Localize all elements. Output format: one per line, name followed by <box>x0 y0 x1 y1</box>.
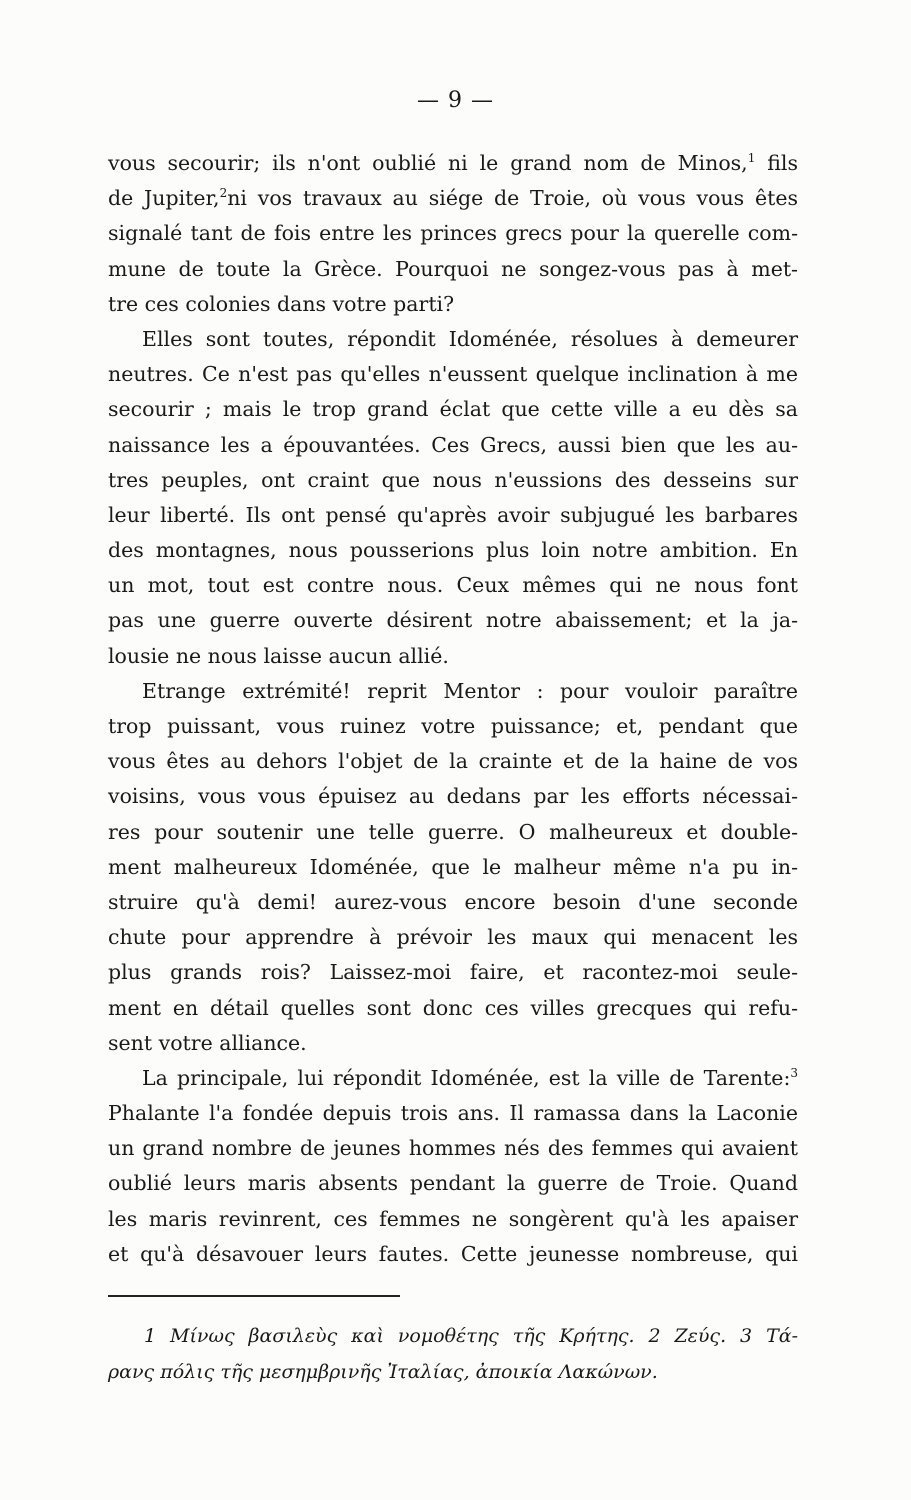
text-line-content: voisins, vous vous épuisez au dedans par les efforts nécessai- <box>108 784 798 809</box>
text-line-content: struire qu'à demi! aurez-vous encore besoin d'une seconde <box>108 889 798 914</box>
text-line <box>108 639 798 674</box>
text-line <box>108 357 798 392</box>
text-line <box>108 885 798 920</box>
text-line <box>108 779 798 814</box>
text-line-content: vous secourir; ils n'ont oublié ni le grand nom de Minos, <box>108 151 748 175</box>
text-line-content: neutres. Ce n'est pas qu'elles n'eussent quelque inclination à me <box>108 362 798 387</box>
text-line-content: ment malheureux Idoménée, que le malheur même n'a pu in- <box>108 854 798 879</box>
text-line-tail: ni vos travaux au siége de Troie, où vous vous êtes <box>227 186 798 211</box>
text-line <box>108 1202 798 1237</box>
text-line-content: chute pour apprendre à prévoir les maux qui menacent les <box>108 925 798 950</box>
text-line <box>108 568 798 603</box>
text-line-content: trop puissant, vous ruinez votre puissance; et, pendant que <box>108 714 798 738</box>
text-line-content: signalé tant de fois entre les princes grecs pour la querelle com- <box>108 221 798 246</box>
text-line <box>108 322 798 357</box>
footnotes <box>108 1318 798 1390</box>
text-line-content: des montagnes, nous pousserions plus loin notre ambition. En <box>108 538 798 563</box>
text-line-tail: fils <box>755 151 798 175</box>
text-line <box>108 815 798 850</box>
footnote-line: ρανς πόλις τῆς μεσημβρινῆς Ἰταλίας, ἀποικία Λακώνων. <box>108 1361 658 1383</box>
text-line-content: les maris revinrent, ces femmes ne songèrent qu'à les apaiser <box>108 1206 798 1231</box>
text-line <box>108 1131 798 1166</box>
text-line-content: Etrange extrémité! reprit Mentor : pour vouloir paraître <box>142 678 798 703</box>
text-line-content: et qu'à désavouer leurs fautes. Cette jeunesse nombreuse, qui <box>108 1241 798 1266</box>
text-line <box>108 463 798 498</box>
text-line-content: ment en détail quelles sont donc ces villes grecques qui refu- <box>108 995 798 1020</box>
text-line-content: plus grands rois? Laissez-moi faire, et racontez-moi seule- <box>108 960 798 985</box>
text-line-content: secourir ; mais le trop grand éclat que cette ville a eu dès sa <box>108 397 798 422</box>
text-line <box>108 1166 798 1201</box>
text-line-content: tre ces colonies dans votre parti? <box>108 291 455 316</box>
text-line-content: Phalante l'a fondée depuis trois ans. Il ramassa dans la Laconie <box>108 1101 798 1126</box>
text-line <box>108 603 798 638</box>
text-line <box>108 709 798 744</box>
text-line <box>108 955 798 990</box>
footnote-separator <box>108 1295 400 1297</box>
text-line <box>108 252 798 287</box>
text-line-content: mune de toute la Grèce. Pourquoi ne songez-vous pas à met- <box>108 256 798 281</box>
text-line <box>108 991 798 1026</box>
text-line <box>108 181 798 216</box>
text-line <box>108 1237 798 1272</box>
text-line <box>108 392 798 427</box>
body-text <box>108 146 798 1272</box>
text-line-content: naissance les a épouvantées. Ces Grecs, aussi bien que les au- <box>108 432 798 457</box>
footnote-reference: 1 <box>747 151 756 166</box>
text-line <box>108 498 798 533</box>
text-line <box>108 1096 798 1131</box>
text-line <box>108 674 798 709</box>
text-line <box>108 533 798 568</box>
text-line-content: de Jupiter, <box>108 186 220 211</box>
text-line-content: La principale, lui répondit Idoménée, est la ville de Tarente: <box>142 1065 791 1090</box>
text-line-content: lousie ne nous laisse aucun allié. <box>108 643 449 668</box>
text-line <box>108 216 798 251</box>
text-line-content: tres peuples, ont craint que nous n'eussions des desseins sur <box>108 467 798 492</box>
footnote-reference: 2 <box>219 186 228 201</box>
text-line-content: leur liberté. Ils ont pensé qu'après avoir subjugué les barbares <box>108 502 798 527</box>
text-line-content: vous êtes au dehors l'objet de la crainte et de la haine de vos <box>108 749 798 774</box>
page-number: — 9 — <box>417 88 494 113</box>
text-line-content: un grand nombre de jeunes hommes nés des femmes qui avaient <box>108 1136 798 1161</box>
text-line-content: oublié leurs maris absents pendant la guerre de Troie. Quand <box>108 1171 798 1196</box>
text-line <box>108 850 798 885</box>
text-line <box>108 146 798 181</box>
footnote-reference: 3 <box>790 1066 798 1081</box>
text-line <box>108 1061 798 1096</box>
text-line-content: un mot, tout est contre nous. Ceux mêmes qui ne nous font <box>108 573 798 598</box>
text-line <box>108 287 798 322</box>
text-line <box>108 920 798 955</box>
text-line <box>108 428 798 463</box>
text-line-content: res pour soutenir une telle guerre. O malheureux et double- <box>108 819 798 844</box>
text-line <box>108 1026 798 1061</box>
text-line <box>108 744 798 779</box>
text-line-content: sent votre alliance. <box>108 1030 307 1055</box>
text-line-content: pas une guerre ouverte désirent notre abaissement; et la ja- <box>108 608 798 633</box>
footnote-line: 1 Μίνως βασιλεὺς καὶ νομοθέτης τῆς Κρήτης. 2 Ζεύς. 3 Τά- <box>144 1325 798 1347</box>
text-line-content: Elles sont toutes, répondit Idoménée, résolues à demeurer <box>142 326 798 351</box>
